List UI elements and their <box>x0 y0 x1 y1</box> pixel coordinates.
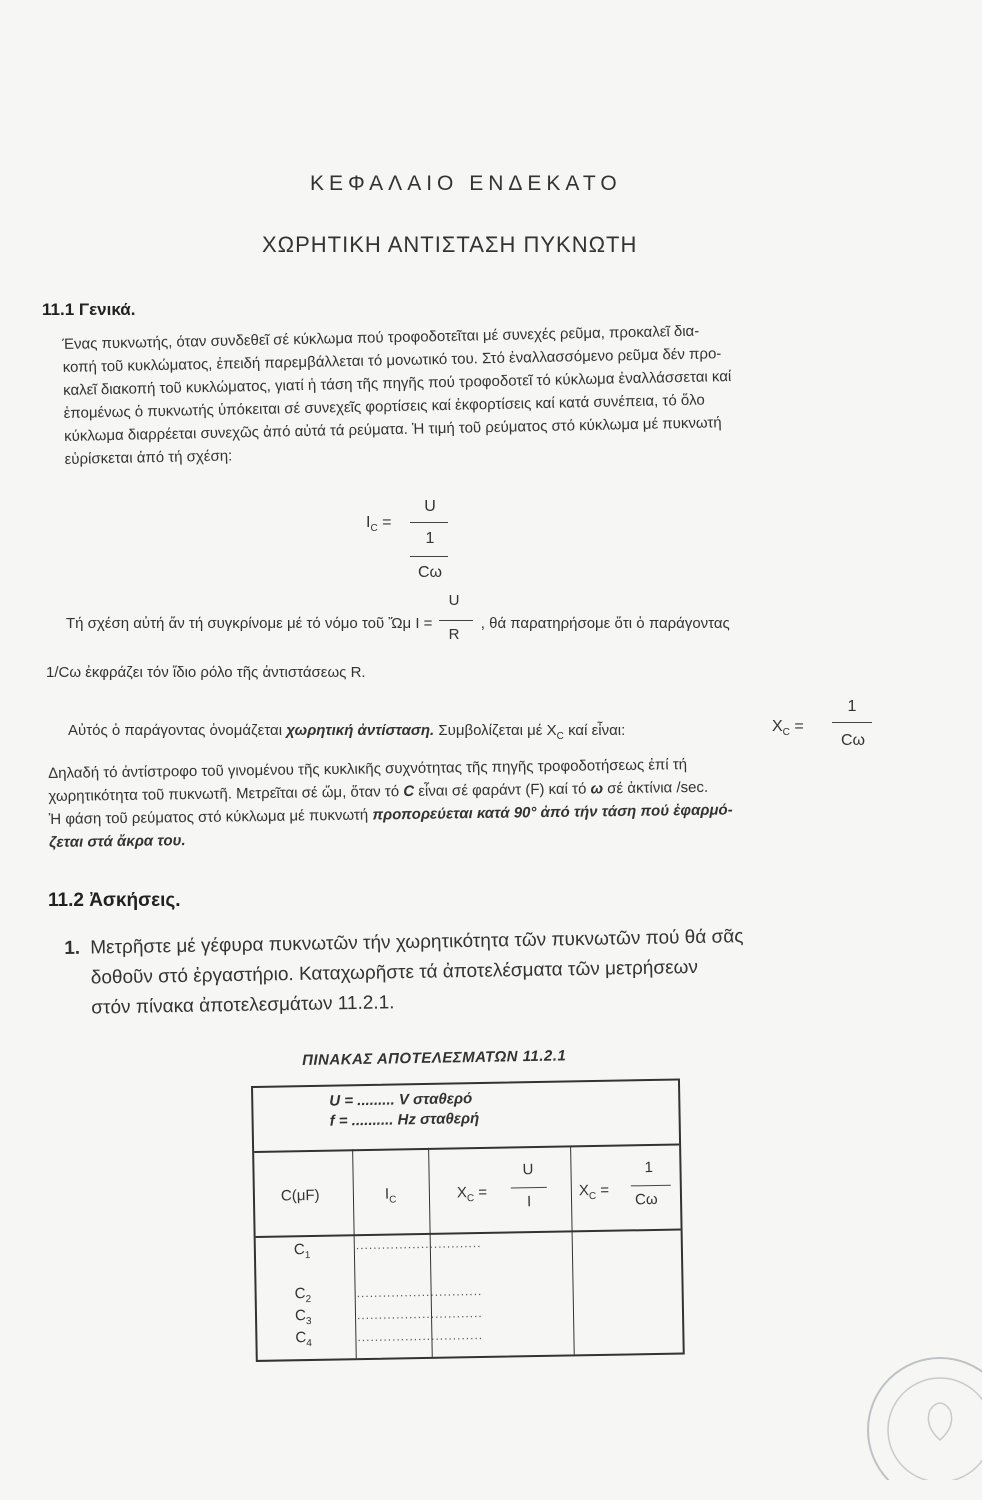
ohm-comparison-line <box>66 592 730 643</box>
fraction-bar <box>410 556 448 557</box>
paragraph-line: καλεῖ διακοπή τοῦ κυκλώματος, γιατί ἡ τάση τῆς πηγῆς πού τροφοδοτεῖ τό κύκλωμα ἐναλλάσσεται καί <box>63 367 732 399</box>
ohm-denominator: R <box>448 626 460 643</box>
def-tail: καί εἶναι: <box>568 722 626 739</box>
xc-numerator: 1 <box>847 698 857 715</box>
table-row-label: $C_2$ <box>294 1285 312 1306</box>
exercise-line: δοθοῦν στό ἐργαστήριο. Καταχωρῆστε τά ἀποτελέσματα τῶν μετρήσεων <box>90 956 699 989</box>
ohm-fraction <box>439 592 475 643</box>
table-divider <box>254 1144 679 1153</box>
paragraph-line: ζεται στά ἄκρα του. <box>49 832 186 851</box>
reactance-explanation <box>48 750 889 854</box>
ohm-text-tail: , θά παρατηρήσομε ὅτι ὁ παράγοντας <box>480 615 730 632</box>
table-caption: ΠΙΝΑΚΑΣ ΑΠΟΤΕΛΕΣΜΑΤΩΝ 11.2.1 <box>302 1047 567 1069</box>
term-capacitive-reactance: χωρητική ἀντίσταση. <box>286 722 435 739</box>
table-column-divider <box>428 1148 433 1357</box>
column-header-xc-measured: $X_C$ = U I <box>253 1081 678 1088</box>
symbol-sub: C <box>556 731 564 742</box>
factor-line: 1/Cω ἐκφράζει τόν ἴδιο ρόλο τῆς ἀντιστάσεως R. <box>46 664 366 681</box>
fraction-bar <box>410 522 448 523</box>
table-column-divider <box>352 1149 357 1358</box>
table-row-label: $C_4$ <box>295 1329 313 1350</box>
column-header-xc-computed: $X_C$ = 1 Cω <box>253 1081 678 1088</box>
ohm-text: Τή σχέση αὐτή ἄν τή συγκρίνομε μέ τό νόμο τοῦ Ὤμ I = <box>66 615 433 632</box>
reactance-definition-line <box>68 722 625 742</box>
paragraph-line: Δηλαδή τό ἀντίστροφο τοῦ γινομένου τῆς κυκλικῆς συχνότητας τῆς πηγῆς τροφοδοτήσεως ἐπί τή <box>48 756 688 782</box>
column-header-capacitance: C(μF) <box>280 1186 320 1205</box>
page-title: ΧΩΡΗΤΙΚΗ ΑΝΤΙΣΤΑΣΗ ΠΥΚΝΩΤΗ <box>262 232 638 257</box>
section-heading-general: 11.1 Γενικά. <box>42 300 136 319</box>
paragraph-line: κοπή τοῦ κυκλώματος, ἐπειδή παρεμβάλλεται τό μονωτικό του. Στό ἐναλλασσόμενο ρεῦμα δέν προ- <box>62 345 722 376</box>
xc-denominator: Cω <box>840 732 866 749</box>
table-row-label: $C_1$ <box>293 1241 311 1262</box>
dotted-entry: ............................. <box>356 1283 483 1301</box>
xc-lhs: $X_C$ = <box>772 718 804 739</box>
exercise-line: Μετρῆστε μέ γέφυρα πυκνωτῶν τήν χωρητικότητα τῶν πυκνωτῶν πού θά σᾶς <box>90 926 744 959</box>
dotted-entry: ............................. <box>355 1236 482 1253</box>
exercise-line: στόν πίνακα ἀποτελεσμάτων 11.2.1. <box>91 992 395 1019</box>
exercise-text <box>90 920 881 1024</box>
symbol-text: Συμβολίζεται μέ X <box>438 722 557 739</box>
results-table <box>251 1079 685 1362</box>
paragraph-line: χωρητικότητα τοῦ πυκνωτῆ. Μετρεῖται σέ ὤμ, ὅταν τό C εἶναι σέ φαράντ (F) καί τό ω σέ ἀκτίνια /sec. <box>48 778 709 805</box>
section-heading-exercises: 11.2 Ἀσκήσεις. <box>48 890 181 911</box>
intro-paragraph <box>62 316 875 471</box>
paragraph-line: Ένας πυκνωτής, όταν συνδεθεῖ σέ κύκλωμα πού τροφοδοτεῖται μέ συνεχές ρεῦμα, προκαλεῖ δια- <box>62 322 700 353</box>
exercise-number: 1. <box>64 937 81 959</box>
def-text: Αὐτός ὁ παράγοντας ὀνομάζεται <box>68 722 283 739</box>
paragraph-line: Ἡ φάση τοῦ ρεύματος στό κύκλωμα μέ πυκνωτή προπορεύεται κατά 90° ἀπό τήν τάση πού ἐφαρμό- <box>48 801 733 828</box>
chapter-heading: ΚΕΦΑΛΑΙΟ ΕΝΔΕΚΑΤΟ <box>310 172 622 195</box>
column-header-current: $I_C$ <box>384 1185 397 1206</box>
formula-lhs: $I_C$ = <box>366 514 392 535</box>
library-stamp-icon <box>850 1340 982 1480</box>
table-frequency-row: f = .......... Hz σταθερή <box>329 1110 480 1130</box>
fraction-bar <box>832 722 872 723</box>
formula-numerator: U <box>424 498 436 515</box>
ohm-numerator: U <box>448 592 460 609</box>
formula-denominator-den: Cω <box>417 564 443 581</box>
paragraph-line: κύκλωμα διαρρέεται συνεχῶς ἀπό αὐτά τά ρεύματα. Ἡ τιμή τοῦ ρεύματος στό κύκλωμα μέ πυκνωτή <box>63 414 722 445</box>
table-voltage-row: U = ......... V σταθερό <box>329 1090 473 1110</box>
table-row-label: $C_3$ <box>294 1307 312 1328</box>
formula-denominator-num: 1 <box>425 530 435 547</box>
table-column-divider <box>570 1145 575 1354</box>
exercise-1 <box>64 920 884 1019</box>
paragraph-line: ἑπομένως ὁ πυκνωτής ὑπόκειται σέ συνεχεῖς φορτίσεις καί ἐκφορτίσεις καί κατά συνέπεια, τό ὅλο <box>63 391 705 422</box>
dotted-entry: ............................. <box>357 1327 484 1345</box>
fraction-bar <box>439 620 473 621</box>
dotted-entry: ............................. <box>356 1305 483 1323</box>
paragraph-line: εὑρίσκεται ἀπό τή σχέση: <box>64 447 233 468</box>
